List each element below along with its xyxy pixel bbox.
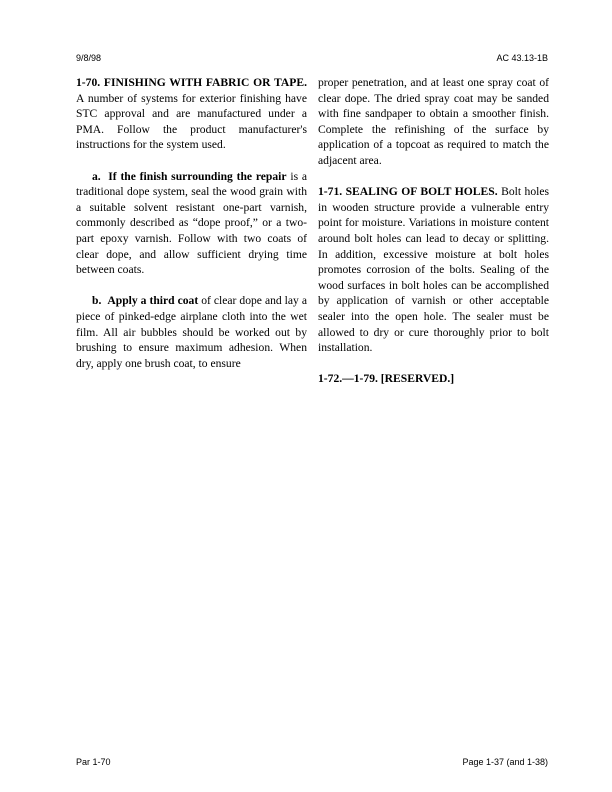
header-doc-number: AC 43.13-1B	[496, 53, 548, 63]
paragraph-b-continued: proper penetration, and at least one spray coat of clear dope. The dried spray coat may be sanded with fine sandpaper to obtain a smoother finish. Complete the refinishing of the surface by application of a topcoat as required to match the adjacent area.	[318, 76, 549, 167]
paragraph-a	[76, 169, 307, 278]
section-1-71-text: Bolt holes in wooden structure provide a vulnerable entry point for moisture. Variations in moisture content around bolt holes can lead to decay or splitting. In addition, excessive moisture at bolt holes promotes corrosion of the bolts. Sealing of the wood surfaces in bolt holes can be accomplished by application of varnish or other acceptable sealer into the open hole. The sealer must be allowed to dry or cure thoroughly prior to bolt installation.	[318, 185, 549, 355]
paragraph-a-text: is a traditional dope system, seal the wood grain with a suitable solvent resistant one-part varnish, commonly described as “dope proof,” or a two-part epoxy varnish. Follow with two coats of clear dope, and allow sufficient drying time between coats.	[76, 169, 308, 277]
paragraph-b-text: of clear dope and lay a piece of pinked-edge airplane cloth into the wet film. All air bubbles should be worked out by brushing to ensure maximum adhesion. When dry, apply one brush coat, to ensure	[76, 294, 307, 370]
section-1-70-intro	[76, 75, 307, 153]
section-1-70-intro-text: A number of systems for exterior finishing have STC approval and are manufactured under a PMA. Follow the product manufacturer's instructions for the system used.	[76, 91, 307, 152]
left-column	[76, 75, 307, 387]
header-date: 9/8/98	[76, 53, 102, 63]
section-1-71-heading: 1-71. SEALING OF BOLT HOLES.	[318, 185, 498, 199]
section-1-71	[318, 184, 549, 356]
paragraph-b-lead: Apply a third coat	[107, 294, 199, 308]
section-1-70-heading: 1-70. FINISHING WITH FABRIC OR TAPE.	[76, 76, 307, 89]
paragraph-a-lead: If the finish surrounding the repair	[108, 169, 287, 183]
right-column	[318, 75, 549, 402]
paragraph-a-label: a.	[92, 169, 101, 183]
footer-paragraph-ref: Par 1-70	[76, 757, 111, 767]
footer-page-number: Page 1-37 (and 1-38)	[462, 757, 548, 767]
paragraph-b	[76, 293, 307, 371]
reserved-section	[318, 371, 549, 387]
paragraph-b-label: b.	[92, 294, 102, 308]
reserved-heading: 1-72.—1-79. [RESERVED.]	[318, 372, 455, 386]
